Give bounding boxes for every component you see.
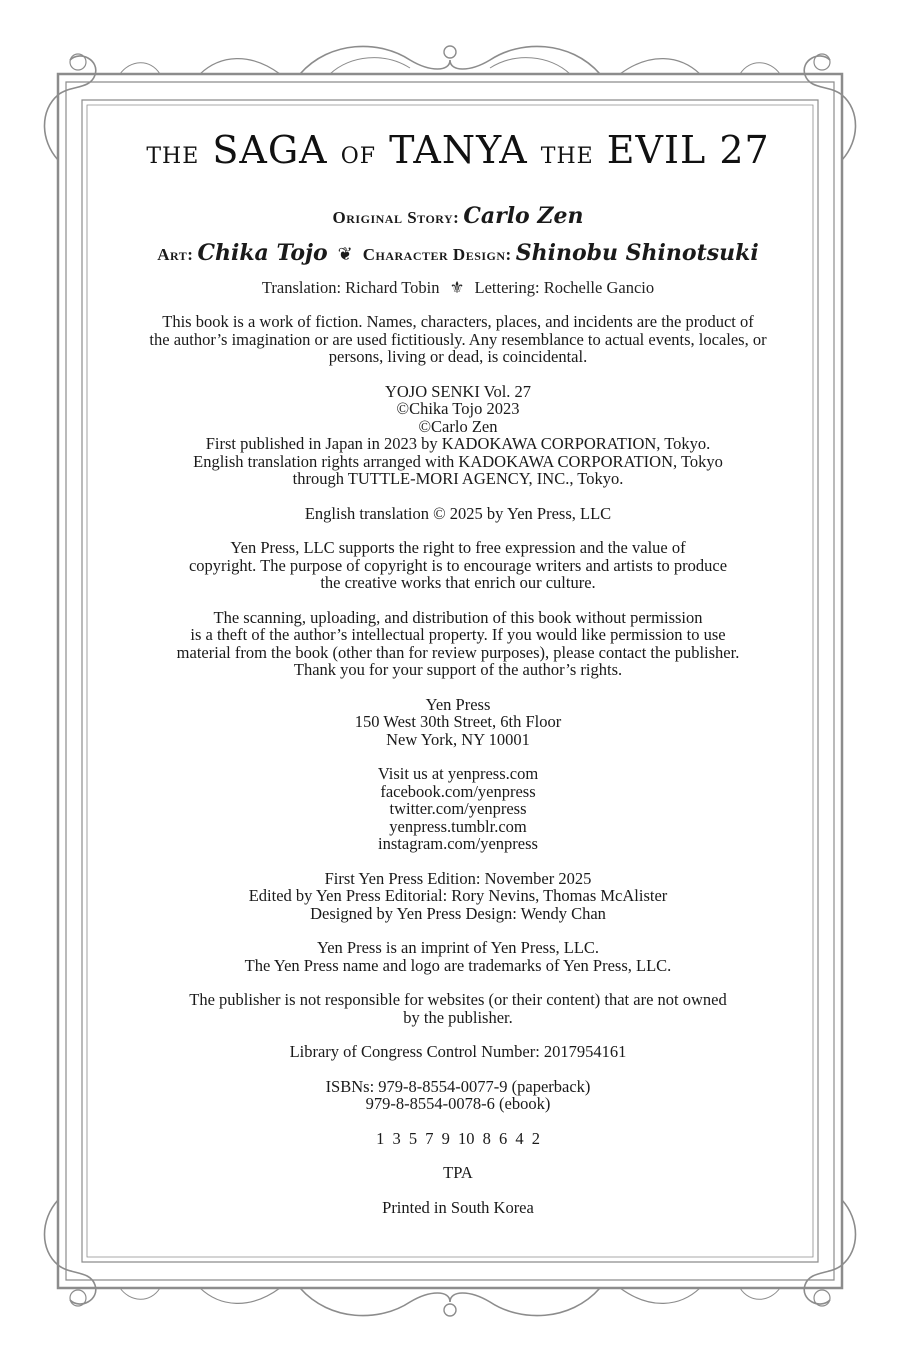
text-line: ISBNs: 979-8-8554-0077-9 (paperback) [325,1076,591,1096]
credit-label: Art: [157,245,194,264]
text-line: First published in Japan in 2023 by KADOKAWA CORPORATION, Tokyo. [205,434,711,453]
volume-number: 27 [719,128,770,172]
title-word: EVIL [606,128,707,172]
text-line: English translation © 2025 by Yen Press, LLC [304,503,612,523]
text-line: Yen Press, LLC supports the right to free expression and the value of [230,538,686,557]
text-line: the creative works that enrich our culture. [320,573,596,592]
credit-name: Shinobu Shinotsuki [515,240,759,266]
title-word: OF [340,144,377,169]
text-line: by the publisher. [403,1007,513,1027]
text-line: is a theft of the author’s intellectual property. If you would like permission to use [190,625,726,644]
imprint-notice [100,939,816,974]
book-title [100,128,816,179]
edition-info [100,870,816,923]
text-line: YOJO SENKI Vol. 27 [384,381,532,401]
text-line: Edited by Yen Press Editorial: Rory Nevins, Thomas McAlister [248,886,668,905]
fleuron-icon: ❦ [337,244,353,264]
text-line: TPA [443,1163,473,1182]
text-line: through TUTTLE-MORI AGENCY, INC., Tokyo. [292,469,624,488]
original-story-credit [100,199,816,236]
text-line: Visit us at yenpress.com [377,764,539,783]
text-line: The Yen Press name and logo are trademarks of Yen Press, LLC. [244,955,672,975]
art-credit [100,236,816,273]
text-line: 979-8-8554-0078-6 (ebook) [365,1094,551,1113]
printing-line [100,1130,816,1148]
title-word: TANYA [389,128,528,172]
text-line: twitter.com/yenpress [389,799,527,818]
translation-credit [100,277,816,299]
text-line: 150 West 30th Street, 6th Floor [354,712,562,731]
title-word: THE [540,144,594,169]
text-line: instagram.com/yenpress [378,834,538,853]
text-line: ©Carlo Zen [418,416,498,436]
text-line: material from the book (other than for review purposes), please contact the publisher. [176,642,740,662]
printed-location [100,1199,816,1217]
credit-name: Carlo Zen [463,203,584,229]
title-word: SAGA [212,128,328,172]
english-translation-notice [100,505,816,523]
format-code [100,1164,816,1182]
text-line: The scanning, uploading, and distribution of this book without permission [213,607,703,627]
text-line: Yen Press [425,694,491,714]
isbn-list [100,1078,816,1113]
publisher-links [100,765,816,853]
text-line: ©Chika Tojo 2023 [396,399,520,418]
copyright-page [100,128,816,1233]
text-line: Library of Congress Control Number: 2017954161 [289,1042,627,1061]
text-line: 1 3 5 7 9 10 8 6 4 2 [376,1128,540,1148]
credit-label: Character Design: [362,245,512,264]
scanning-notice [100,609,816,679]
text-line: Yen Press is an imprint of Yen Press, LLC. [316,938,600,957]
text-line: English translation rights arranged with KADOKAWA CORPORATION, Tokyo [193,451,723,471]
credit-label: Original Story: [332,208,460,227]
text-line: persons, living or dead, is coincidental. [328,347,588,366]
text-line: yenpress.tumblr.com [389,816,527,836]
fiction-disclaimer [100,313,816,366]
text-line: Thank you for your support of the author’s rights. [293,660,623,679]
credit-name: Chika Tojo [197,240,328,266]
rights-block [100,383,816,488]
text-line: The publisher is not responsible for websites (or their content) that are not owned [189,990,727,1009]
publisher-address [100,696,816,749]
lccn [100,1043,816,1061]
responsibility-notice [100,991,816,1026]
free-expression-notice [100,539,816,592]
lettering-text: Lettering: Rochelle Gancio [474,278,655,297]
text-line: Printed in South Korea [382,1197,534,1217]
text-line: Designed by Yen Press Design: Wendy Chan [310,903,606,923]
text-line: This book is a work of fiction. Names, characters, places, and incidents are the product of [162,312,754,331]
text-line: New York, NY 10001 [386,729,530,749]
title-word: THE [146,144,200,169]
translation-text: Translation: Richard Tobin [261,278,440,297]
fleuron-icon: ⚜ [449,278,465,297]
text-line: copyright. The purpose of copyright is to encourage writers and artists to produce [188,555,728,575]
text-line: the author’s imagination or are used fictitiously. Any resemblance to actual events, locales, or [149,329,767,349]
text-line: facebook.com/yenpress [380,781,536,801]
text-line: First Yen Press Edition: November 2025 [324,868,592,888]
